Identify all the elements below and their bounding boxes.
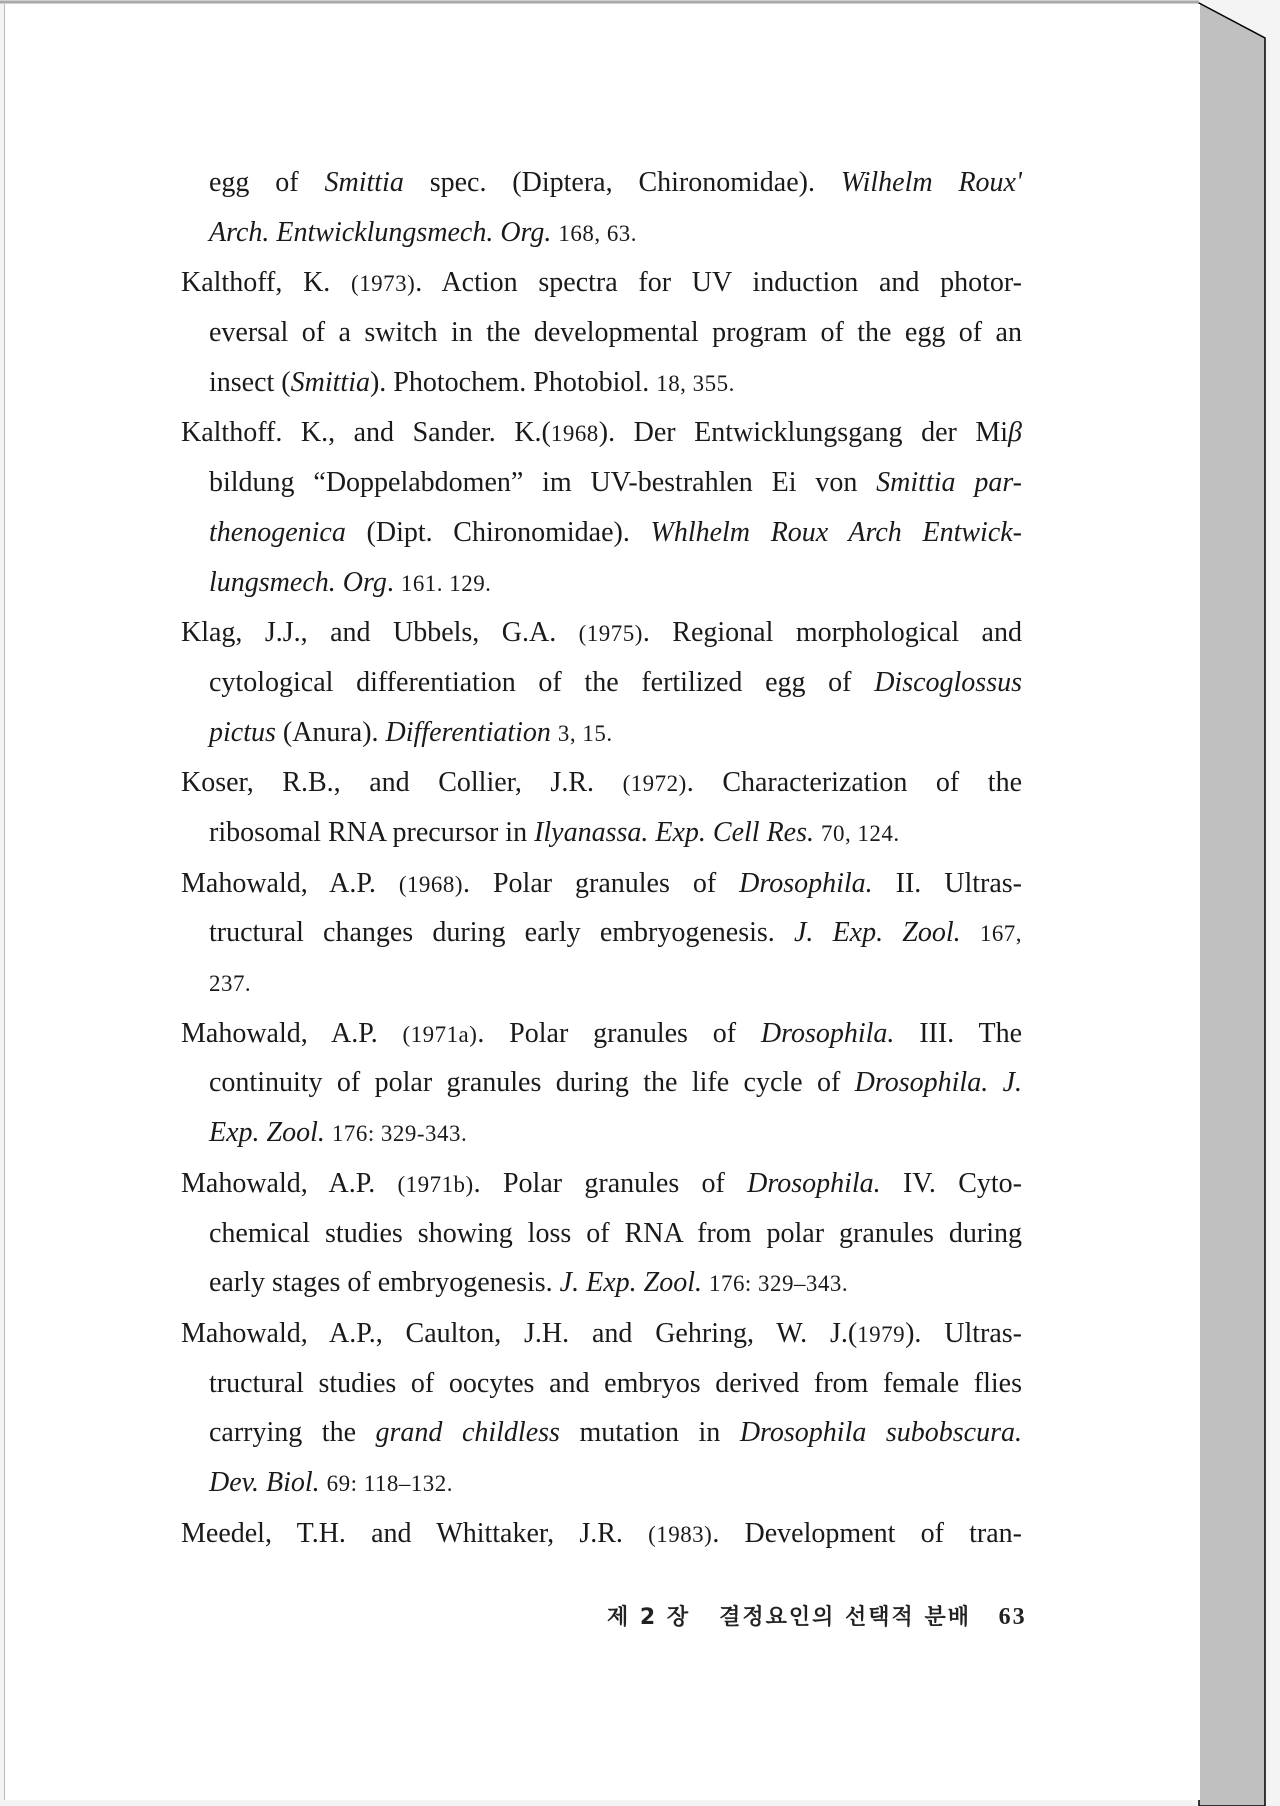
- italic-text: Smittia: [290, 366, 370, 398]
- text-segment: 176: 329–343.: [708, 1271, 849, 1297]
- text-segment: 1979: [857, 1321, 906, 1347]
- reference-line: [209, 508, 1022, 558]
- text-segment: ). Ultras-: [905, 1317, 1022, 1349]
- reference-line: [209, 308, 1022, 358]
- reference-line: [209, 1108, 1022, 1159]
- text-segment: .: [386, 566, 401, 598]
- text-segment: . Action spectra for UV induction and photor-: [415, 267, 1022, 299]
- italic-text: grand childless: [375, 1417, 560, 1449]
- text-segment: 168, 63.: [558, 220, 638, 246]
- italic-text: Smittia par-: [876, 467, 1022, 499]
- italic-text: β: [1008, 417, 1022, 449]
- text-segment: egg of: [209, 167, 325, 198]
- text-segment: ). Photochem. Photobiol.: [369, 366, 657, 398]
- text-segment: 161. 129.: [400, 570, 492, 596]
- reference-line: [181, 859, 1022, 909]
- text-segment: tructural changes during early embryogenesis.: [209, 917, 794, 949]
- reference-list: [181, 158, 1022, 1558]
- text-segment: 70, 124.: [821, 821, 900, 846]
- reference-entry: [181, 758, 1022, 858]
- italic-text: pictus: [209, 716, 276, 748]
- text-segment: Mahowald, A.P., Caulton, J.H. and Gehring, W. J.(: [181, 1317, 858, 1349]
- italic-text: J. Exp. Zool.: [559, 1267, 702, 1299]
- italic-text: lungsmech. Org: [209, 566, 387, 598]
- reference-entry: [181, 408, 1022, 608]
- text-segment: [961, 917, 980, 948]
- text-segment: chemical studies showing loss of RNA from polar granules during: [209, 1217, 1022, 1249]
- reference-entry: [181, 158, 1022, 258]
- text-segment: spec. (Diptera, Chironomidae).: [403, 167, 841, 198]
- text-segment: Mahowald, A.P.: [181, 1017, 403, 1049]
- text-segment: . Polar granules of: [473, 1167, 748, 1199]
- text-segment: (1971b): [397, 1171, 474, 1197]
- italic-text: Dev. Biol.: [209, 1467, 320, 1498]
- document-page: [4, 4, 1200, 1800]
- italic-text: Differentiation: [385, 716, 551, 748]
- reference-entry: [181, 1509, 1022, 1559]
- text-segment: . Development of tran-: [712, 1517, 1022, 1549]
- reference-line: [209, 158, 1022, 208]
- text-segment: Mahowald, A.P.: [181, 1167, 398, 1199]
- reference-line: [209, 708, 1022, 759]
- reference-entry: [181, 608, 1022, 758]
- text-segment: II. Ultras-: [872, 867, 1022, 899]
- text-segment: Kalthoff, K.: [181, 267, 352, 299]
- text-segment: (Anura).: [275, 716, 386, 748]
- text-segment: Koser, R.B., and Collier, J.R.: [181, 767, 623, 799]
- reference-entry: [181, 258, 1022, 408]
- text-segment: 176: 329-343.: [331, 1121, 468, 1147]
- reference-line: [181, 758, 1022, 808]
- text-segment: 3, 15.: [557, 720, 613, 746]
- italic-text: Drosophila.: [760, 1017, 895, 1049]
- text-segment: eversal of a switch in the developmental program of the egg of an: [209, 317, 1022, 349]
- italic-text: Whlhelm Roux Arch Entwick-: [650, 516, 1022, 548]
- italic-text: J. Exp. Zool.: [793, 917, 961, 949]
- text-segment: Klag, J.J., and Ubbels, G.A.: [181, 617, 579, 649]
- italic-text: Exp. Zool.: [209, 1117, 325, 1149]
- text-segment: ). Der Entwicklungsgang der Mi: [598, 417, 1009, 449]
- reference-line: [209, 1209, 1022, 1259]
- text-segment: (1983): [648, 1521, 713, 1547]
- reference-line: [209, 358, 1022, 409]
- text-segment: continuity of polar granules during the life cycle of: [209, 1067, 855, 1099]
- text-segment: 18, 355.: [656, 370, 735, 396]
- italic-text: Drosophila. J.: [854, 1067, 1022, 1099]
- text-segment: [814, 817, 821, 848]
- text-segment: carrying the: [209, 1417, 376, 1449]
- text-segment: (Dipt. Chironomidae).: [345, 516, 651, 548]
- text-segment: [702, 1267, 709, 1298]
- text-segment: Mahowald, A.P.: [181, 867, 399, 899]
- reference-line: [209, 1258, 1022, 1309]
- text-segment: ribosomal RNA precursor in: [209, 817, 535, 848]
- text-segment: [325, 1117, 332, 1148]
- text-segment: (1975): [578, 621, 643, 647]
- reference-line: [181, 1309, 1022, 1359]
- reference-line: [181, 408, 1022, 458]
- reference-entry: [181, 859, 1022, 1009]
- chapter-label: 제 2 장: [607, 1605, 691, 1630]
- page-number: 63: [998, 1604, 1027, 1630]
- text-segment: mutation in: [559, 1417, 740, 1449]
- reference-line: [209, 558, 1022, 609]
- italic-text: Drosophila.: [747, 1167, 881, 1199]
- text-segment: [320, 1467, 327, 1498]
- text-segment: Kalthoff. K., and Sander. K.(: [181, 417, 551, 449]
- italic-text: Arch. Entwicklungsmech. Org.: [209, 216, 552, 248]
- text-segment: . Polar granules of: [477, 1017, 761, 1049]
- italic-text: Drosophila.: [739, 867, 873, 899]
- text-segment: early stages of embryogenesis.: [209, 1267, 560, 1299]
- chapter-title: 결정요인의 선택적 분배: [719, 1605, 971, 1630]
- italic-text: Ilyanassa. Exp. Cell Res.: [534, 817, 815, 848]
- text-segment: 69: 118–132.: [326, 1471, 453, 1496]
- text-segment: (1971a): [402, 1021, 478, 1047]
- italic-text: Discoglossus: [874, 666, 1022, 698]
- reference-line: [209, 208, 1022, 259]
- page-side-edge: [1199, 3, 1265, 1806]
- reference-line: [209, 458, 1022, 508]
- text-segment: [551, 717, 558, 748]
- italic-text: Smittia: [324, 167, 404, 198]
- italic-text: Wilhelm Roux': [840, 167, 1022, 198]
- reference-entry: [181, 1159, 1022, 1309]
- reference-line: [181, 1009, 1022, 1059]
- reference-line: [209, 958, 1022, 1009]
- reference-line: [181, 1159, 1022, 1209]
- text-segment: (1972): [622, 771, 687, 797]
- italic-text: thenogenica: [209, 516, 346, 548]
- text-segment: insect (: [209, 366, 291, 398]
- page-footer: [607, 1600, 1027, 1631]
- text-segment: 167,: [979, 921, 1022, 947]
- text-segment: IV. Cyto-: [880, 1167, 1022, 1199]
- reference-line: [209, 1359, 1022, 1409]
- reference-line: [181, 1509, 1022, 1559]
- text-segment: 237.: [209, 971, 252, 997]
- reference-entry: [181, 1309, 1022, 1509]
- reference-line: [209, 1058, 1022, 1108]
- reference-line: [209, 808, 1022, 859]
- reference-line: [209, 658, 1022, 708]
- reference-entry: [181, 1009, 1022, 1159]
- reference-line: [181, 258, 1022, 308]
- text-segment: cytological differentiation of the fertilized egg of: [209, 666, 875, 698]
- text-segment: Meedel, T.H. and Whittaker, J.R.: [181, 1517, 649, 1549]
- text-segment: . Polar granules of: [463, 867, 740, 899]
- text-segment: (1968): [398, 871, 464, 897]
- text-segment: . Regional morphological and: [642, 617, 1022, 649]
- text-segment: . Characterization of the: [686, 767, 1022, 799]
- italic-text: Drosophila subobscura.: [739, 1417, 1022, 1449]
- text-segment: III. The: [894, 1017, 1022, 1049]
- reference-line: [209, 908, 1022, 958]
- text-segment: 1968: [550, 421, 599, 447]
- text-segment: tructural studies of oocytes and embryos derived from female flies: [209, 1367, 1022, 1399]
- text-segment: (1973): [351, 271, 416, 297]
- reference-line: [209, 1408, 1022, 1458]
- text-segment: bildung “Doppelabdomen” im UV-bestrahlen Ei von: [209, 467, 877, 499]
- reference-line: [181, 608, 1022, 658]
- reference-line: [209, 1458, 1022, 1509]
